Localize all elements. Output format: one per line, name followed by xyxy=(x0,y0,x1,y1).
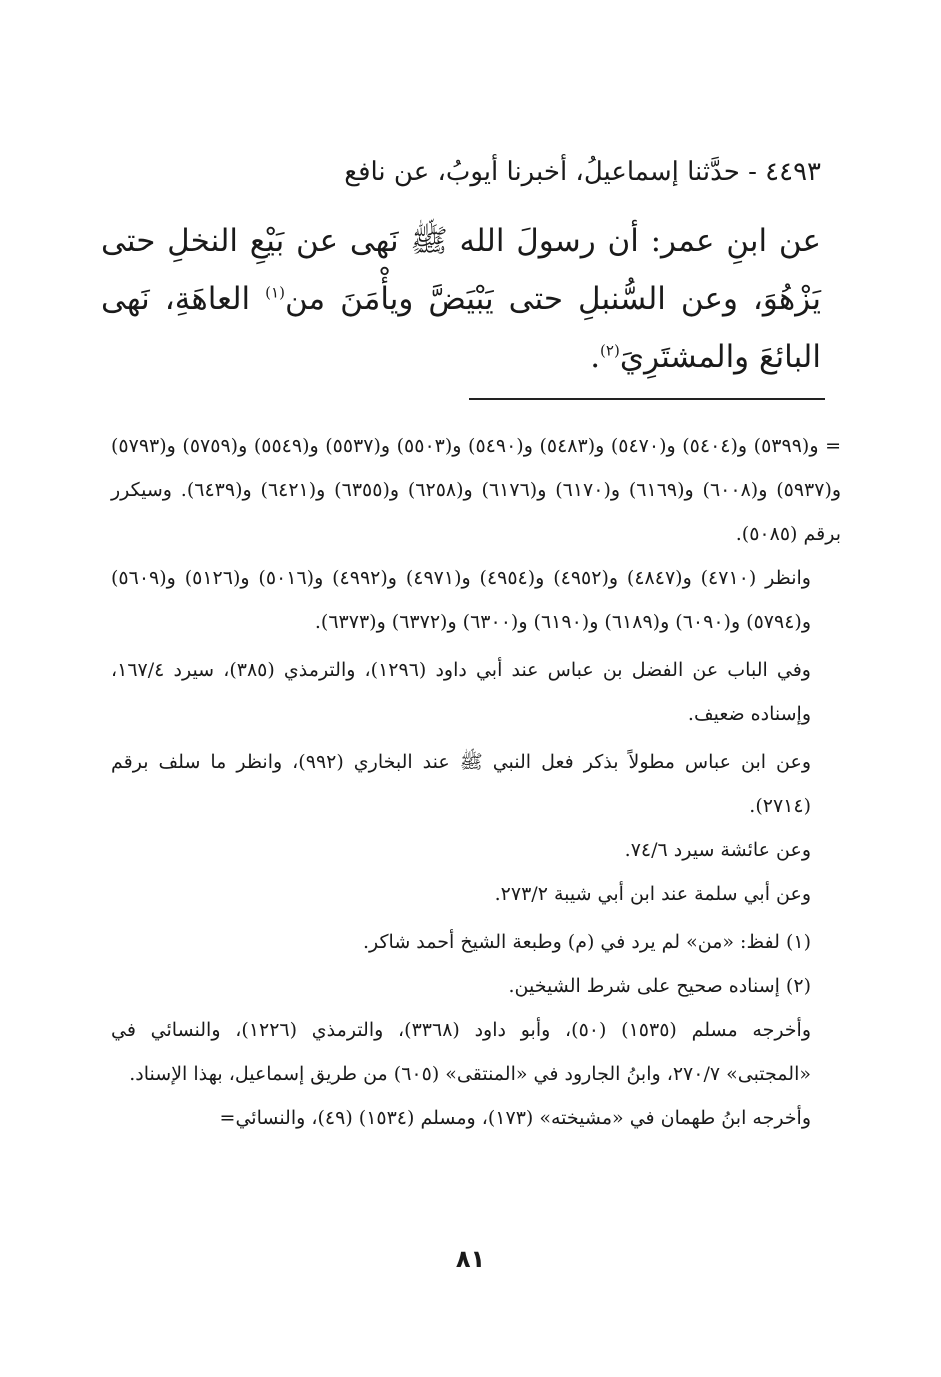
hadith-text-part-2: العاهَةِ، نَهى البائعَ والمشتَرِيَ xyxy=(101,281,821,375)
footnote-marker-2: (٢) xyxy=(600,341,620,360)
hadith-heading xyxy=(101,152,821,192)
footnote-aisha: وعن عائشة سيرد ٧٤/٦. xyxy=(624,839,811,861)
footnote-2: (٢) إسناده صحيح على شرط الشيخين. xyxy=(508,975,811,997)
hadith-text xyxy=(101,212,821,386)
footnotes-section xyxy=(111,424,841,1140)
footnote-see-also: وانظر (٤٧١٠) و(٤٨٤٧) و(٤٩٥٢) و(٤٩٥٤) و(٤٩٧١) و(٤٩٩٢) و(٥٠١٦) و(٥١٢٦) و(٥٦٠٩) و(٥٧٩٤) و(٦٠٩٠) و(٦١٨٩) و(٦١٩٠) و(٦٣٠٠) و(٦٣٧٢) و(٦٣٧٣). xyxy=(111,567,811,633)
footnote-1: (١) لفظ: «من» لم يرد في (م) وطبعة الشيخ أحمد شاكر. xyxy=(362,931,811,953)
footnote-marker-1: (١) xyxy=(265,283,285,302)
hadith-text-part-1: عن ابنِ عمر: أن رسولَ الله ﷺ نَهى عن بَيْعِ النخلِ حتى يَزْهُوَ، وعن السُّنبلِ حتى يَبْيَضَّ ويأْمَنَ من xyxy=(101,223,821,317)
hadith-text-end: . xyxy=(590,339,601,375)
footnote-takhrij-2: وأخرجه ابنُ طهمان في «مشيخته» (١٧٣)، ومسلم (١٥٣٤) (٤٩)، والنسائي= xyxy=(219,1107,811,1129)
footnote-abi-salama: وعن أبي سلمة عند ابن أبي شيبة ٢٧٣/٢. xyxy=(494,883,811,905)
page-number: ٨١ xyxy=(455,1245,486,1273)
hadith-isnad: ٤٤٩٣ - حدَّثنا إسماعيلُ، أخبرنا أيوبُ، عن نافع xyxy=(344,157,821,187)
footnote-takhrij-1: وأخرجه مسلم (١٥٣٥) (٥٠)، وأبو داود (٣٣٦٨)، والترمذي (١٢٢٦)، والنسائي في «المجتبى» ٢٧٠/٧، وابنُ الجارود في «المنتقى» (٦٠٥) من طريق إسماعيل، بهذا الإسناد. xyxy=(111,1019,811,1085)
footnote-chapter-fadl: وفي الباب عن الفضل بن عباس عند أبي داود (١٢٩٦)، والترمذي (٣٨٥)، سيرد ١٦٧/٤، وإسناده ضعيف. xyxy=(111,659,811,725)
footnote-ibn-abbas: وعن ابن عباس مطولاً بذكر فعل النبي ﷺ عند البخاري (٩٩٢)، وانظر ما سلف برقم (٢٧١٤). xyxy=(111,751,812,817)
footnote-continuation: = و(٥٣٩٩) و(٥٤٠٤) و(٥٤٧٠) و(٥٤٨٣) و(٥٤٩٠) و(٥٥٠٣) و(٥٥٣٧) و(٥٥٤٩) و(٥٧٥٩) و(٥٧٩٣) و(٥٩٣٧) و(٦٠٠٨) و(٦١٦٩) و(٦١٧٠) و(٦١٧٦) و(٦٢٥٨) و(٦٣٥٥) و(٦٤٢١) و(٦٤٣٩). وسيكرر برقم (٥٠٨٥). xyxy=(111,435,842,545)
footnote-divider xyxy=(469,398,825,400)
